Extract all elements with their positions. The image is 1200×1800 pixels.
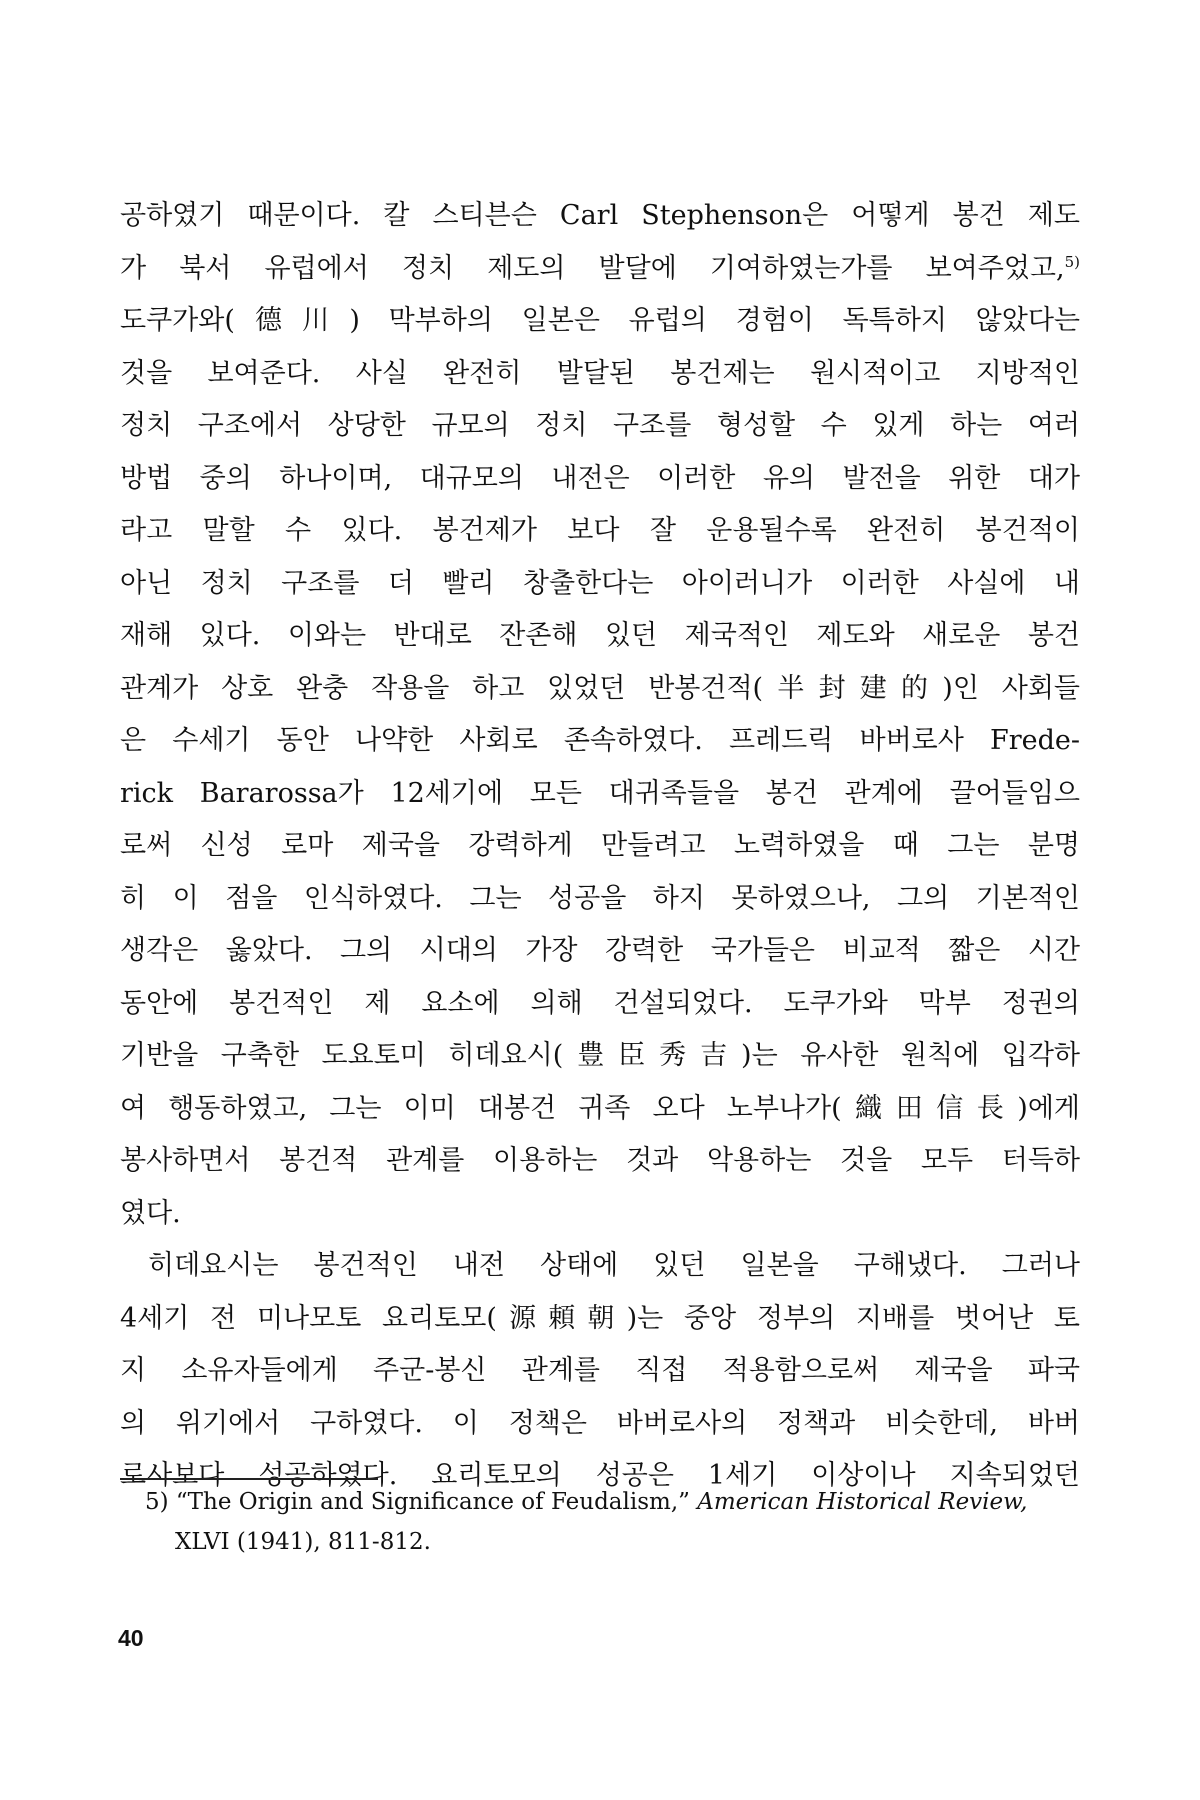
text-line: 재해 있다. 이와는 반대로 잔존해 있던 제국적인 제도와 새로운 봉건 [120, 620, 1080, 651]
text-line: 히데요시는 봉건적인 내전 상태에 있던 일본을 구해냈다. 그러나 [148, 1250, 1080, 1281]
text-line: 히 이 점을 인식하였다. 그는 성공을 하지 못하였으나, 그의 기본적인 [120, 882, 1080, 914]
footnote-line [145, 1482, 1080, 1522]
text-line: rick Bararossa가 12세기에 모든 대귀족들을 봉건 관계에 끌어들임으 [120, 777, 1080, 809]
footnote [145, 1482, 1080, 1562]
text-line: 라고 말할 수 있다. 봉건제가 보다 잘 운용될수록 완전히 봉건적이 [120, 515, 1080, 546]
text-line: 봉사하면서 봉건적 관계를 이용하는 것과 악용하는 것을 모두 터득하 [120, 1145, 1080, 1176]
text-line: 였다. [120, 1197, 181, 1229]
text-line: 방법 중의 하나이며, 대규모의 내전은 이러한 유의 발전을 위한 대가 [120, 462, 1080, 494]
text-line: 것을 보여준다. 사실 완전히 발달된 봉건제는 원시적이고 지방적인 [120, 357, 1080, 389]
text-line: 정치 구조에서 상당한 규모의 정치 구조를 형성할 수 있게 하는 여러 [120, 410, 1080, 441]
text-line: 지 소유자들에게 주군-봉신 관계를 직접 적용함으로써 제국을 파국 [120, 1355, 1080, 1386]
footnote-article-title: “The Origin and Significance of Feudalism,” [175, 1489, 690, 1515]
text-line: 관계가 상호 완충 작용을 하고 있었던 반봉건적(半封建的)인 사회들 [120, 672, 1080, 704]
text-line: 공하였기 때문이다. 칼 스티븐슨 Carl Stephenson은 어떻게 봉건 제도 [120, 200, 1080, 231]
text-line: 가 북서 유럽에서 정치 제도의 발달에 기여하였는가를 보여주었고,$^{5)}$ [120, 252, 1080, 284]
footnote-journal: American Historical Review, [697, 1489, 1028, 1515]
text-line: 4세기 전 미나모토 요리토모(源頼朝)는 중앙 정부의 지배를 벗어난 토 [120, 1302, 1080, 1334]
text-line: 은 수세기 동안 나약한 사회로 존속하였다. 프레드릭 바버로사 Frede- [120, 725, 1080, 756]
footnote-divider [120, 1478, 378, 1480]
text-line: 로사보다 성공하였다. 요리토모의 성공은 1세기 이상이나 지속되었던 [120, 1460, 1080, 1491]
text-line: 여 행동하였고, 그는 이미 대봉건 귀족 오다 노부나가(織田信長)에게 [120, 1092, 1080, 1124]
text-line: 도쿠가와(德川) 막부하의 일본은 유럽의 경험이 독특하지 않았다는 [120, 305, 1080, 336]
footnote-reference: 5) [1064, 252, 1080, 271]
text-line: 생각은 옳았다. 그의 시대의 가장 강력한 국가들은 비교적 짧은 시간 [120, 935, 1080, 966]
text-line: 기반을 구축한 도요토미 히데요시(豊臣秀吉)는 유사한 원칙에 입각하 [120, 1040, 1080, 1071]
text-line: 아닌 정치 구조를 더 빨리 창출한다는 아이러니가 이러한 사실에 내 [120, 567, 1080, 599]
text-line: 의 위기에서 구하였다. 이 정책은 바버로사의 정책과 비슷한데, 바버 [120, 1407, 1080, 1439]
footnote-citation: XLVI (1941), 811-812. [175, 1529, 431, 1555]
footnote-marker: 5) [145, 1489, 169, 1515]
text-line: 동안에 봉건적인 제 요소에 의해 건설되었다. 도쿠가와 막부 정권의 [120, 987, 1080, 1019]
page-number: 40 [118, 1625, 144, 1651]
body-text [120, 190, 1080, 1503]
footnote-line [145, 1522, 1080, 1562]
text-line: 로써 신성 로마 제국을 강력하게 만들려고 노력하였을 때 그는 분명 [120, 830, 1080, 861]
